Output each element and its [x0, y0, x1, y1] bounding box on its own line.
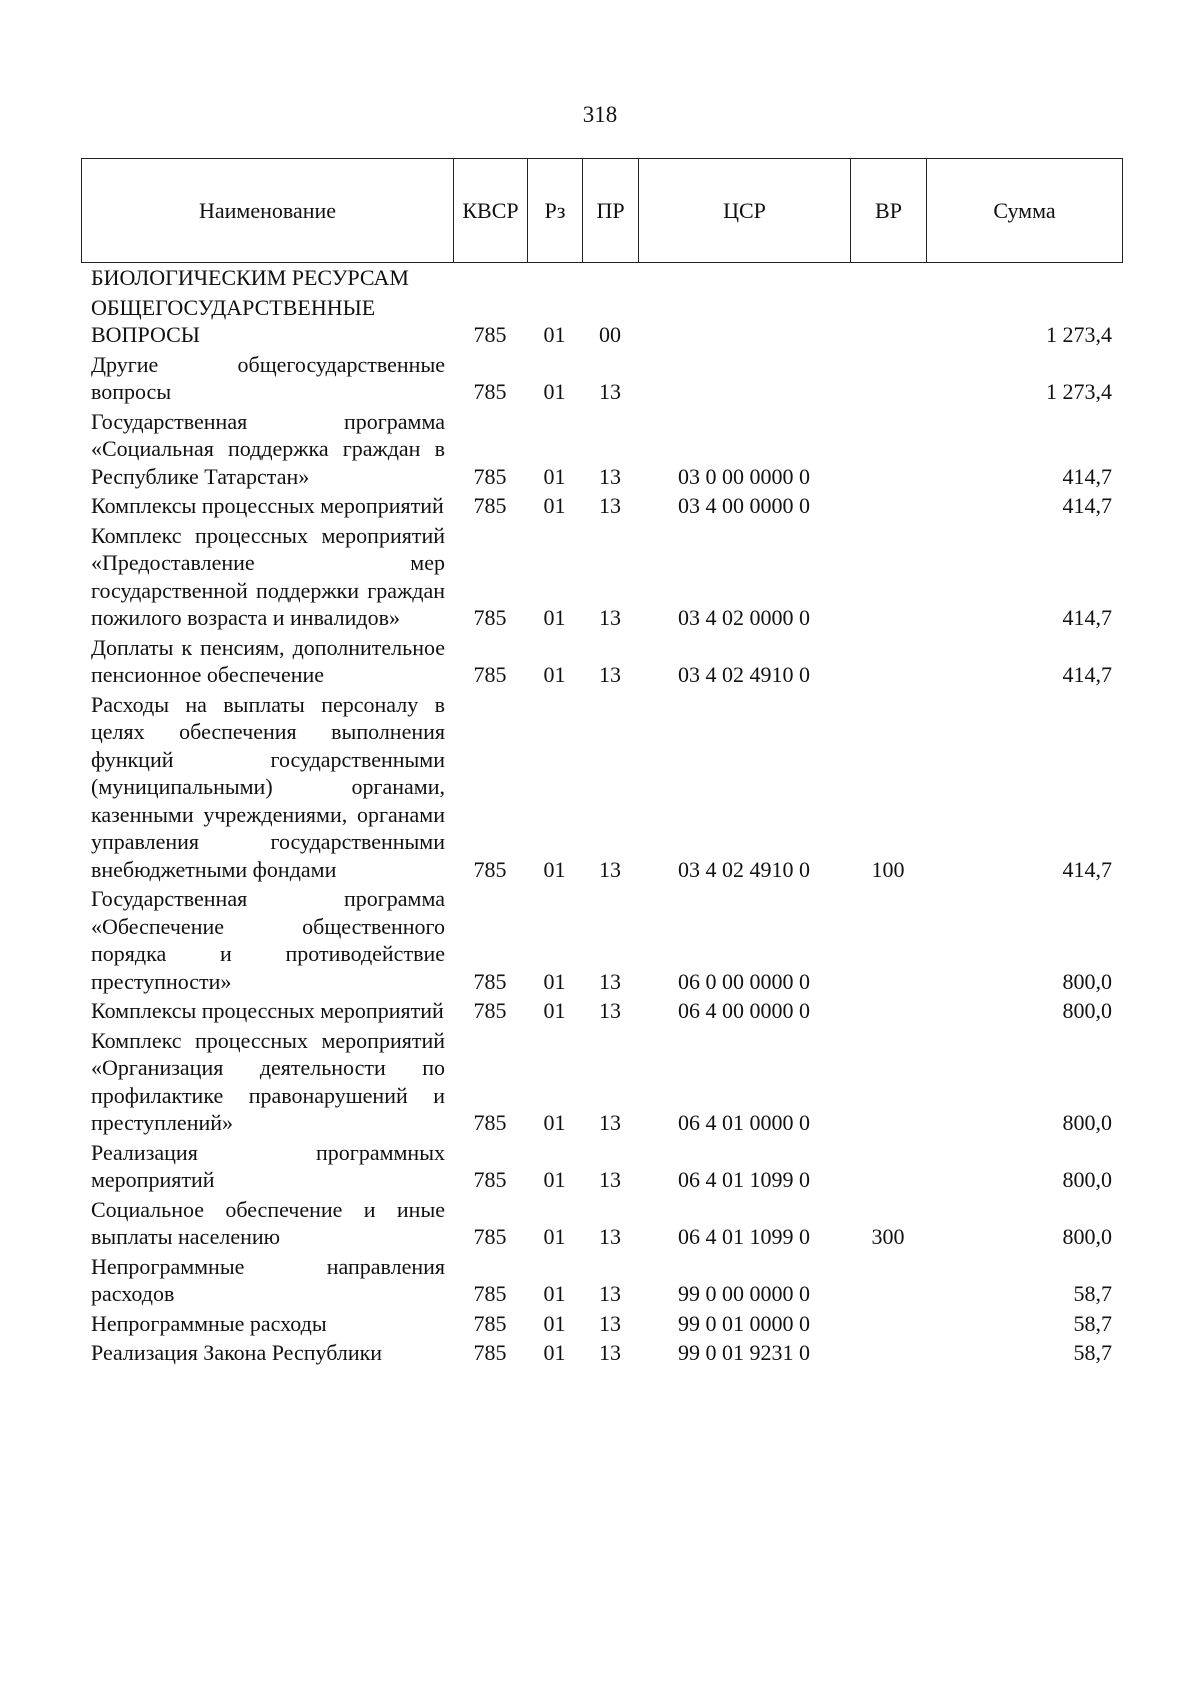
cell-pr: 13 — [599, 605, 621, 630]
cell-sum: 414,7 — [1062, 856, 1112, 882]
cell-kvsr: 785 — [473, 1281, 507, 1306]
table-row — [81, 292, 1122, 349]
cell-csr: 03 4 00 0000 0 — [678, 493, 810, 518]
table-row — [81, 632, 1122, 689]
cell-rz: 01 — [543, 998, 566, 1023]
cell-rz — [527, 264, 582, 292]
header-pr: ПР — [583, 159, 639, 263]
cell-rz: 01 — [543, 1281, 566, 1306]
cell-rz: 01 — [543, 662, 566, 687]
header-rz: Рз — [528, 159, 583, 263]
cell-pr: 13 — [599, 493, 621, 518]
cell-name: Государственная программа «Обеспечение общественного порядка и противодействие преступности» — [91, 886, 445, 994]
cell-name: БИОЛОГИЧЕСКИМ РЕСУРСАМ — [91, 265, 409, 290]
header-vr: ВР — [851, 159, 927, 263]
cell-sum: 1 273,4 — [1046, 322, 1112, 347]
cell-pr: 13 — [599, 463, 621, 489]
header-kvsr: КВСР — [454, 159, 528, 263]
cell-kvsr: 785 — [473, 493, 507, 518]
cell-name: Расходы на выплаты персоналу в целях обеспечения выполнения функций государственными (муниципальными) органами, казенными учреждениями, органами управления государственными внебюджетными фондами — [91, 691, 445, 882]
table-row — [81, 1194, 1122, 1251]
cell-rz: 01 — [543, 1110, 566, 1135]
cell-kvsr: 785 — [473, 1224, 507, 1249]
cell-rz: 01 — [543, 856, 566, 882]
cell-kvsr: 785 — [473, 998, 507, 1023]
cell-vr — [850, 349, 926, 406]
cell-name: Государственная программа «Социальная поддержка граждан в Республике Татарстан» — [91, 408, 445, 489]
cell-kvsr: 785 — [473, 662, 507, 687]
cell-rz: 01 — [543, 493, 566, 518]
cell-vr — [850, 264, 926, 292]
cell-sum: 414,7 — [1062, 493, 1112, 518]
cell-csr: 06 4 01 1099 0 — [678, 1224, 810, 1249]
cell-name: Реализация программных мероприятий — [91, 1139, 445, 1192]
cell-sum: 414,7 — [1062, 463, 1112, 489]
cell-vr: 300 — [871, 1224, 905, 1249]
cell-pr: 13 — [599, 1310, 621, 1336]
cell-vr — [850, 1337, 926, 1367]
cell-csr: 99 0 00 0000 0 — [678, 1281, 810, 1306]
table-row — [81, 349, 1122, 406]
cell-sum: 800,0 — [1062, 998, 1112, 1023]
cell-sum: 58,7 — [1073, 1310, 1112, 1336]
table-row — [81, 1308, 1122, 1338]
cell-pr: 13 — [599, 998, 621, 1023]
cell-csr: 06 4 01 1099 0 — [678, 1167, 810, 1192]
table-row — [81, 689, 1122, 884]
cell-name: Другие общегосударственные вопросы — [91, 351, 445, 404]
cell-name: Доплаты к пенсиям, дополнительное пенсионное обеспечение — [91, 634, 445, 687]
cell-csr: 06 4 00 0000 0 — [678, 998, 810, 1023]
header-name: Наименование — [82, 159, 454, 263]
cell-pr: 13 — [599, 1167, 621, 1192]
cell-vr — [850, 632, 926, 689]
cell-kvsr: 785 — [473, 1167, 507, 1192]
table-row — [81, 1337, 1122, 1367]
cell-rz: 01 — [543, 463, 566, 489]
table-row — [81, 995, 1122, 1025]
cell-name: Непрограммные расходы — [91, 1310, 327, 1336]
cell-vr — [850, 995, 926, 1025]
cell-csr: 06 4 01 0000 0 — [678, 1110, 810, 1135]
cell-pr: 13 — [599, 1110, 621, 1135]
cell-sum — [926, 264, 1122, 292]
cell-rz: 01 — [543, 1340, 566, 1365]
cell-sum: 800,0 — [1062, 1167, 1112, 1192]
cell-pr — [582, 264, 638, 292]
cell-csr — [638, 349, 850, 406]
cell-name: Непрограммные направления расходов — [91, 1253, 445, 1306]
cell-kvsr: 785 — [473, 856, 507, 882]
cell-vr — [850, 1251, 926, 1308]
cell-rz: 01 — [543, 379, 566, 404]
header-sum: Сумма — [927, 159, 1123, 263]
table-row — [81, 490, 1122, 520]
cell-vr — [850, 1137, 926, 1194]
cell-kvsr: 785 — [473, 322, 507, 347]
cell-pr: 13 — [599, 379, 621, 404]
cell-csr — [638, 264, 850, 292]
cell-pr: 00 — [599, 322, 621, 347]
cell-sum: 800,0 — [1062, 1224, 1112, 1249]
cell-kvsr: 785 — [473, 1310, 507, 1336]
cell-vr — [850, 520, 926, 632]
cell-name: ОБЩЕГОСУДАРСТВЕННЫЕ ВОПРОСЫ — [91, 294, 376, 347]
table-row — [81, 1025, 1122, 1137]
cell-pr: 13 — [599, 662, 621, 687]
table-row — [81, 520, 1122, 632]
cell-kvsr: 785 — [473, 1340, 507, 1365]
cell-sum: 58,7 — [1073, 1281, 1112, 1306]
cell-rz: 01 — [543, 1167, 566, 1192]
table-row — [81, 1251, 1122, 1308]
cell-name: Социальное обеспечение и иные выплаты населению — [91, 1196, 445, 1249]
cell-name: Комплекс процессных мероприятий «Организация деятельности по профилактике правонарушений и преступлений» — [91, 1027, 445, 1135]
cell-pr: 13 — [599, 968, 621, 994]
table-body — [81, 264, 1122, 1367]
cell-sum: 58,7 — [1073, 1340, 1112, 1365]
cell-rz: 01 — [543, 968, 566, 994]
cell-kvsr: 785 — [473, 463, 507, 489]
cell-sum: 800,0 — [1062, 968, 1112, 994]
cell-kvsr: 785 — [473, 1110, 507, 1135]
cell-vr: 100 — [871, 856, 905, 882]
cell-rz: 01 — [543, 1310, 566, 1336]
cell-rz: 01 — [543, 1224, 566, 1249]
page-number: 318 — [582, 102, 618, 127]
cell-vr — [850, 490, 926, 520]
cell-vr — [850, 1025, 926, 1137]
cell-sum: 800,0 — [1062, 1110, 1112, 1135]
cell-sum: 414,7 — [1062, 605, 1112, 630]
table-row — [81, 1137, 1122, 1194]
cell-csr: 03 0 00 0000 0 — [678, 463, 810, 489]
table-row — [81, 264, 1122, 292]
cell-pr: 13 — [599, 856, 621, 882]
cell-csr: 06 0 00 0000 0 — [678, 968, 810, 994]
table-row — [81, 406, 1122, 491]
cell-rz: 01 — [543, 605, 566, 630]
cell-name: Комплекс процессных мероприятий «Предоставление мер государственной поддержки граждан пожилого возраста и инвалидов» — [91, 522, 445, 630]
cell-pr: 13 — [599, 1281, 621, 1306]
cell-csr: 03 4 02 4910 0 — [678, 856, 810, 882]
cell-kvsr — [453, 264, 527, 292]
cell-vr — [850, 292, 926, 349]
cell-kvsr: 785 — [473, 379, 507, 404]
cell-csr: 03 4 02 0000 0 — [678, 605, 810, 630]
cell-pr: 13 — [599, 1340, 621, 1365]
cell-csr: 99 0 01 0000 0 — [678, 1310, 810, 1336]
cell-vr — [850, 883, 926, 995]
cell-csr — [638, 292, 850, 349]
cell-sum: 1 273,4 — [1046, 379, 1112, 404]
cell-name: Реализация Закона Республики — [91, 1340, 383, 1365]
cell-kvsr: 785 — [473, 605, 507, 630]
cell-name: Комплексы процессных мероприятий — [91, 493, 444, 518]
cell-name: Комплексы процессных мероприятий — [91, 998, 444, 1023]
cell-kvsr: 785 — [473, 968, 507, 994]
cell-vr — [850, 1308, 926, 1338]
table-row — [81, 883, 1122, 995]
cell-csr: 03 4 02 4910 0 — [678, 662, 810, 687]
cell-rz: 01 — [543, 322, 566, 347]
cell-pr: 13 — [599, 1224, 621, 1249]
cell-sum: 414,7 — [1062, 662, 1112, 687]
table-header — [81, 158, 1123, 263]
header-csr: ЦСР — [639, 159, 851, 263]
cell-csr: 99 0 01 9231 0 — [678, 1340, 810, 1365]
cell-vr — [850, 406, 926, 491]
